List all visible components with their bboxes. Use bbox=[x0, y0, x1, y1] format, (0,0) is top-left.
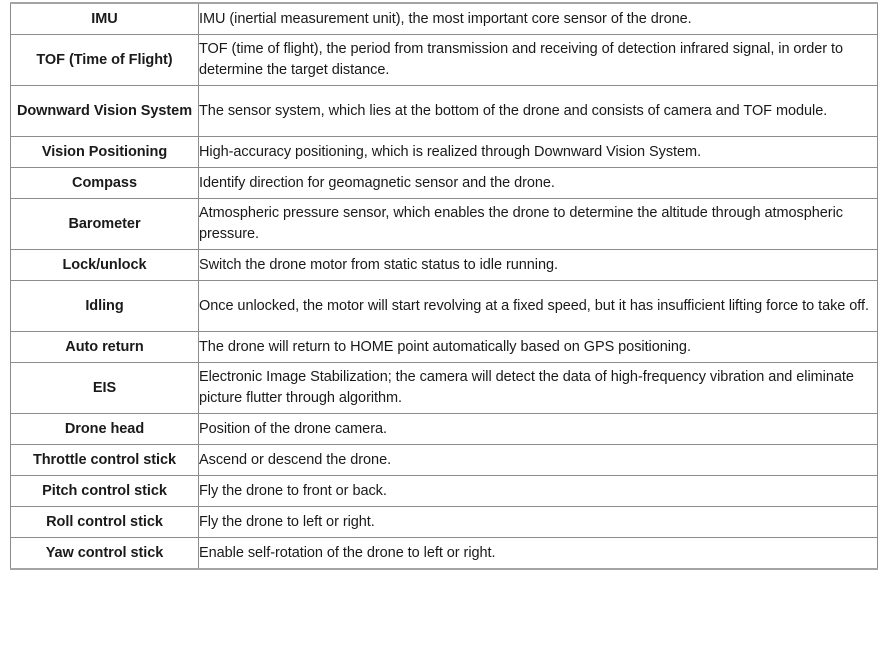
definition-cell: Identify direction for geomagnetic sensor and the drone. bbox=[199, 168, 878, 199]
term-cell: Downward Vision System bbox=[11, 86, 199, 137]
table-row bbox=[11, 137, 878, 168]
definition-cell: Fly the drone to front or back. bbox=[199, 476, 878, 507]
table-row bbox=[11, 281, 878, 332]
table-row bbox=[11, 86, 878, 137]
definition-cell: Fly the drone to left or right. bbox=[199, 507, 878, 538]
table-row bbox=[11, 538, 878, 570]
table-row bbox=[11, 3, 878, 35]
term-cell: Vision Positioning bbox=[11, 137, 199, 168]
table-row bbox=[11, 363, 878, 414]
definition-cell: Electronic Image Stabilization; the camera will detect the data of high-frequency vibration and eliminate picture flutter through algorithm. bbox=[199, 363, 878, 414]
definition-cell: The drone will return to HOME point automatically based on GPS positioning. bbox=[199, 332, 878, 363]
term-cell: Pitch control stick bbox=[11, 476, 199, 507]
definition-cell: IMU (inertial measurement unit), the most important core sensor of the drone. bbox=[199, 3, 878, 35]
definition-cell: High-accuracy positioning, which is realized through Downward Vision System. bbox=[199, 137, 878, 168]
term-cell: Lock/unlock bbox=[11, 250, 199, 281]
term-cell: TOF (Time of Flight) bbox=[11, 35, 199, 86]
term-cell: Throttle control stick bbox=[11, 445, 199, 476]
term-cell: Drone head bbox=[11, 414, 199, 445]
term-cell: Roll control stick bbox=[11, 507, 199, 538]
glossary-table bbox=[10, 2, 878, 570]
term-cell: Barometer bbox=[11, 199, 199, 250]
table-row bbox=[11, 476, 878, 507]
definition-cell: The sensor system, which lies at the bottom of the drone and consists of camera and TOF module. bbox=[199, 86, 878, 137]
table-row bbox=[11, 445, 878, 476]
glossary-table-container bbox=[10, 2, 877, 570]
glossary-table-body bbox=[11, 3, 878, 569]
term-cell: Auto return bbox=[11, 332, 199, 363]
definition-cell: Once unlocked, the motor will start revolving at a fixed speed, but it has insufficient lifting force to take off. bbox=[199, 281, 878, 332]
table-row bbox=[11, 250, 878, 281]
definition-cell: TOF (time of flight), the period from transmission and receiving of detection infrared signal, in order to determine the target distance. bbox=[199, 35, 878, 86]
term-cell: Yaw control stick bbox=[11, 538, 199, 570]
term-cell: Compass bbox=[11, 168, 199, 199]
definition-cell: Position of the drone camera. bbox=[199, 414, 878, 445]
definition-cell: Atmospheric pressure sensor, which enables the drone to determine the altitude through atmospheric pressure. bbox=[199, 199, 878, 250]
definition-cell: Ascend or descend the drone. bbox=[199, 445, 878, 476]
term-cell: Idling bbox=[11, 281, 199, 332]
table-row bbox=[11, 507, 878, 538]
table-row bbox=[11, 414, 878, 445]
table-row bbox=[11, 35, 878, 86]
table-row bbox=[11, 199, 878, 250]
term-cell: EIS bbox=[11, 363, 199, 414]
definition-cell: Switch the drone motor from static status to idle running. bbox=[199, 250, 878, 281]
definition-cell: Enable self-rotation of the drone to left or right. bbox=[199, 538, 878, 570]
table-row bbox=[11, 168, 878, 199]
table-row bbox=[11, 332, 878, 363]
term-cell: IMU bbox=[11, 3, 199, 35]
